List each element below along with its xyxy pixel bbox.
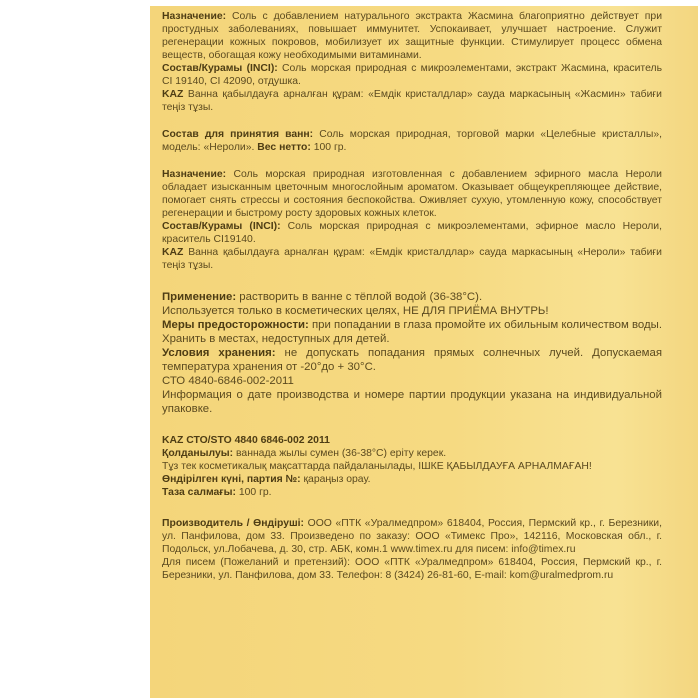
precautions-paragraph [162, 318, 662, 346]
purpose-paragraph-jasmine [162, 10, 662, 62]
kaz-usage-label: Қолданылуы: [162, 448, 234, 459]
purpose-paragraph-neroli [162, 168, 662, 220]
usage-label: Применение: [162, 291, 237, 303]
kaz-mass-text: 100 гр. [235, 487, 272, 498]
composition-label: Состав/Курамы (INCI): [162, 221, 281, 232]
bath-composition-label: Состав для принятия ванн: [162, 129, 314, 140]
net-weight-label: Вес нетто: [254, 142, 311, 153]
kaz-paragraph-neroli [162, 246, 662, 272]
kaz-label: KAZ [162, 89, 184, 100]
precautions-label: Меры предосторожности: [162, 319, 309, 331]
production-info: Информация о дате производства и номере партии продукции указана на индивидуальной упаковке. [162, 389, 662, 415]
usage-paragraph [162, 290, 662, 304]
composition-paragraph-jasmine [162, 62, 662, 88]
precautions-text: при попадании в глаза промойте их обильным количеством воды. Хранить в местах, недоступных для детей. [162, 319, 663, 345]
kaz-text: Ванна қабылдауға арналған құрам: «Емдік кристалдлар» сауда маркасының «Нероли» табиғи теңіз тұзы. [162, 247, 662, 271]
composition-text: Соль морская природная с микроэлементами, эфирное масло Нероли, краситель CI19140. [162, 221, 662, 245]
usage-block [162, 290, 662, 416]
purpose-label: Назначение: [162, 169, 227, 180]
bath-composition-text: Соль морская природная, торговой марки «Целебные кристаллы», модель: «Нероли». [162, 129, 662, 153]
purpose-text: Соль с добавлением натурального экстракта Жасмина благоприятно действует при простудных заболеваниях, повышает иммунитет. Успокаивает, улучшает настроение. Служит регенерации кожных покровов, мобилизует их защитные функции. Стимулирует процесс обмена веществ, обогащая кожу необходимыми витаминами. [162, 11, 662, 61]
kaz-usage-text: ваннада жылы сумен (36-38°С) ерiту керек. [233, 448, 447, 459]
purpose-label: Назначение: [162, 11, 227, 22]
manufacturer-label: Производитель / Өндiрушi: [162, 518, 305, 529]
composition-label: Состав/Курамы (INCI): [162, 63, 278, 74]
kaz-cosmetic-only-line: Тұз тек косметикалық мақсаттарда пайдаланылады, IШКЕ ҚАБЫЛДАУҒА АРНАЛМАҒАН! [162, 461, 592, 472]
kaz-date-paragraph [162, 473, 662, 486]
label-text [162, 10, 662, 582]
kaz-text: Ванна қабылдауға арналған құрам: «Емдік кристалдлар» сауда маркасының «Жасмин» табиғи теңіз тұзы. [162, 89, 662, 113]
cosmetic-only-line: Используется только в косметических целях, НЕ ДЛЯ ПРИЁМА ВНУТРЬ! [162, 305, 549, 317]
kaz-label: KAZ [162, 247, 184, 258]
net-weight-value: 100 гр. [310, 142, 347, 153]
storage-paragraph [162, 346, 662, 374]
kaz-usage-paragraph [162, 447, 662, 460]
kaz-standard-code-text: KAZ СТО/STO 4840 6846-002 2011 [162, 435, 330, 446]
bath-composition-paragraph [162, 128, 662, 154]
kaz-date-label: Өндiрiлген күнi, партия №: [162, 474, 301, 485]
purpose-text: Соль морская природная изготовленная с добавлением эфирного масла Нероли обладает изысканным цветочным многослойным ароматом. Оказывает общеукрепляющее действие, помогает снять стрессы и состояния беспокойства. Оживляет сухую, утомленную кожу, способствует регенерации и быстрому росту здоровых кожных клеток. [162, 169, 662, 219]
label-panel [150, 6, 698, 698]
standard-code: СТО 4840-6846-002-2011 [162, 375, 294, 387]
manufacturer-text: ООО «ПТК «Уралмедпром» 618404, Россия, Пермский кр., г. Березники, ул. Панфилова, дом 33. Произведено по заказу: ООО «Тимекс Про», 142116, Московская обл., г. Подольск, ул.Лобачева, д. 30, стр. АБК, комн.1 www.timex.ru для писем: info@timex.ru [162, 518, 662, 555]
composition-text: Соль морская природная с микроэлементами, экстракт Жасмина, краситель CI 19140, CI 42090, отдушка. [162, 63, 662, 87]
letters-paragraph: Для писем (Пожеланий и претензий): ООО «ПТК «Уралмедпром» 618404, Россия, Пермский кр., г. Березники, ул. Панфилова, дом 33. Телефон: 8 (3424) 26-81-60, E-mail: kom@uralmedprom.ru [162, 557, 662, 581]
kaz-standard-code [162, 434, 662, 447]
kaz-date-text: қараңыз орау. [300, 474, 371, 485]
storage-label: Условия хранения: [162, 347, 276, 359]
composition-paragraph-neroli [162, 220, 662, 246]
storage-text: не допускать попадания прямых солнечных лучей. Допускаемая температура хранения от -20°до + 30°С. [162, 347, 662, 373]
kaz-mass-label: Таза салмағы: [162, 487, 236, 498]
manufacturer-paragraph [162, 517, 662, 556]
kaz-mass-paragraph [162, 486, 662, 499]
kaz-paragraph-jasmine [162, 88, 662, 114]
usage-text: растворить в ванне с тёплой водой (36-38°С). [236, 291, 483, 303]
